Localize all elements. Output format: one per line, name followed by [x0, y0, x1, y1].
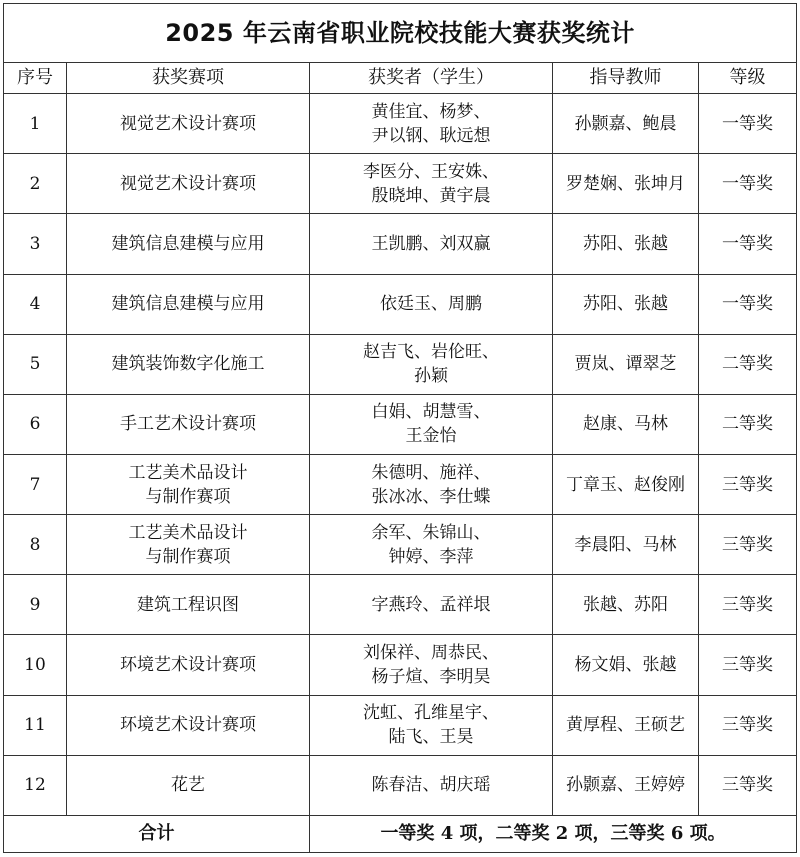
cell-level: 二等奖: [699, 394, 797, 454]
cell-teachers: 贾岚、谭翠芝: [553, 334, 699, 394]
table-row: [4, 214, 797, 274]
table-row: [4, 154, 797, 214]
cell-teachers: 罗楚娴、张坤月: [553, 154, 699, 214]
cell-no: 6: [4, 394, 67, 454]
cell-students-line: 钟婷、李萍: [388, 546, 474, 567]
cell-event: [67, 154, 310, 214]
cell-event-line: 环境艺术设计赛项: [120, 655, 256, 676]
cell-teachers: 苏阳、张越: [553, 274, 699, 334]
cell-no: 9: [4, 575, 67, 635]
cell-no: 10: [4, 635, 67, 695]
cell-students-line: 赵吉飞、岩伦旺、: [363, 342, 499, 363]
cell-teachers: 张越、苏阳: [553, 575, 699, 635]
cell-students-line: 沈虹、孔维星宇、: [363, 703, 499, 724]
cell-event-line: 环境艺术设计赛项: [120, 715, 256, 736]
cell-students: [310, 455, 553, 515]
table-row: [4, 455, 797, 515]
total-summary: 一等奖 4 项，二等奖 2 项，三等奖 6 项。: [310, 815, 797, 852]
cell-teachers: 黄厚程、王硕艺: [553, 695, 699, 755]
cell-level: 一等奖: [699, 214, 797, 274]
cell-event: [67, 515, 310, 575]
cell-students-line: 尹以钢、耿远想: [371, 125, 491, 146]
cell-students-line: 黄佳宜、杨梦、: [371, 101, 491, 122]
cell-event-line: 工艺美术品设计: [128, 522, 248, 543]
cell-students: [310, 575, 553, 635]
cell-teachers: 丁章玉、赵俊刚: [553, 455, 699, 515]
cell-level: 三等奖: [699, 695, 797, 755]
cell-students-line: 陆飞、王昊: [388, 727, 474, 748]
cell-event: [67, 575, 310, 635]
cell-students: [310, 94, 553, 154]
header-level: 等级: [699, 63, 797, 94]
cell-students-line: 殷晓坤、黄宇晨: [371, 185, 491, 206]
table-row: [4, 274, 797, 334]
cell-no: 8: [4, 515, 67, 575]
cell-no: 11: [4, 695, 67, 755]
table-row: [4, 635, 797, 695]
cell-level: 二等奖: [699, 334, 797, 394]
cell-no: 2: [4, 154, 67, 214]
cell-teachers: 杨文娟、张越: [553, 635, 699, 695]
cell-event: [67, 274, 310, 334]
cell-no: 3: [4, 214, 67, 274]
awards-table: [3, 3, 797, 853]
table-row: [4, 695, 797, 755]
title-row: [4, 4, 797, 63]
header-event: 获奖赛项: [67, 63, 310, 94]
table-row: [4, 394, 797, 454]
cell-students-line: 王凯鹏、刘双赢: [371, 234, 491, 255]
cell-no: 4: [4, 274, 67, 334]
table-row: [4, 515, 797, 575]
cell-level: 三等奖: [699, 635, 797, 695]
cell-event-line: 与制作赛项: [145, 486, 231, 507]
cell-teachers: 孙颢嘉、王婷婷: [553, 755, 699, 815]
cell-teachers: 赵康、马林: [553, 394, 699, 454]
cell-students-line: 刘保祥、周恭民、: [363, 643, 499, 664]
cell-students: [310, 515, 553, 575]
cell-students: [310, 755, 553, 815]
cell-level: 一等奖: [699, 94, 797, 154]
table-row: [4, 575, 797, 635]
table-row: [4, 334, 797, 394]
cell-event: [67, 755, 310, 815]
header-teachers: 指导教师: [553, 63, 699, 94]
cell-level: 三等奖: [699, 455, 797, 515]
cell-students-line: 杨子煊、李明昊: [371, 667, 491, 688]
cell-level: 三等奖: [699, 515, 797, 575]
header-no: 序号: [4, 63, 67, 94]
cell-event: [67, 455, 310, 515]
cell-students: [310, 635, 553, 695]
cell-event: [67, 695, 310, 755]
cell-students: [310, 394, 553, 454]
cell-students-line: 朱德明、施祥、: [371, 462, 491, 483]
cell-event-line: 建筑工程识图: [137, 594, 239, 615]
cell-event-line: 建筑装饰数字化施工: [111, 354, 265, 375]
header-students: 获奖者（学生）: [310, 63, 553, 94]
cell-no: 5: [4, 334, 67, 394]
cell-students: [310, 214, 553, 274]
cell-teachers: 苏阳、张越: [553, 214, 699, 274]
table-title: 2025 年云南省职业院校技能大赛获奖统计: [4, 4, 797, 63]
cell-students: [310, 334, 553, 394]
table-row: [4, 94, 797, 154]
cell-students-line: 孙颖: [414, 366, 448, 387]
total-label: 合计: [4, 815, 310, 852]
cell-students: [310, 154, 553, 214]
cell-event: [67, 394, 310, 454]
cell-no: 7: [4, 455, 67, 515]
cell-level: 一等奖: [699, 154, 797, 214]
cell-event-line: 工艺美术品设计: [128, 462, 248, 483]
cell-students: [310, 274, 553, 334]
total-row: [4, 815, 797, 852]
cell-students-line: 李医分、王安姝、: [363, 161, 499, 182]
cell-teachers: 孙颢嘉、鲍晨: [553, 94, 699, 154]
cell-no: 1: [4, 94, 67, 154]
cell-event-line: 花艺: [171, 775, 205, 796]
cell-students-line: 依廷玉、周鹏: [380, 294, 482, 315]
cell-event-line: 建筑信息建模与应用: [111, 234, 265, 255]
table-row: [4, 755, 797, 815]
cell-teachers: 李晨阳、马林: [553, 515, 699, 575]
cell-event: [67, 635, 310, 695]
cell-event: [67, 94, 310, 154]
cell-event-line: 视觉艺术设计赛项: [120, 113, 256, 134]
cell-no: 12: [4, 755, 67, 815]
cell-students-line: 张冰冰、李仕蝶: [371, 486, 491, 507]
cell-students-line: 王金怡: [405, 426, 457, 447]
cell-students: [310, 695, 553, 755]
cell-event-line: 手工艺术设计赛项: [120, 414, 256, 435]
cell-students-line: 余军、朱锦山、: [371, 522, 491, 543]
header-row: [4, 63, 797, 94]
cell-event-line: 视觉艺术设计赛项: [120, 173, 256, 194]
cell-level: 三等奖: [699, 575, 797, 635]
cell-event-line: 建筑信息建模与应用: [111, 294, 265, 315]
cell-event-line: 与制作赛项: [145, 546, 231, 567]
cell-event: [67, 334, 310, 394]
cell-event: [67, 214, 310, 274]
cell-students-line: 字燕玲、孟祥垠: [371, 594, 491, 615]
cell-students-line: 白娟、胡慧雪、: [371, 402, 491, 423]
cell-level: 三等奖: [699, 755, 797, 815]
cell-level: 一等奖: [699, 274, 797, 334]
cell-students-line: 陈春洁、胡庆瑶: [371, 775, 491, 796]
